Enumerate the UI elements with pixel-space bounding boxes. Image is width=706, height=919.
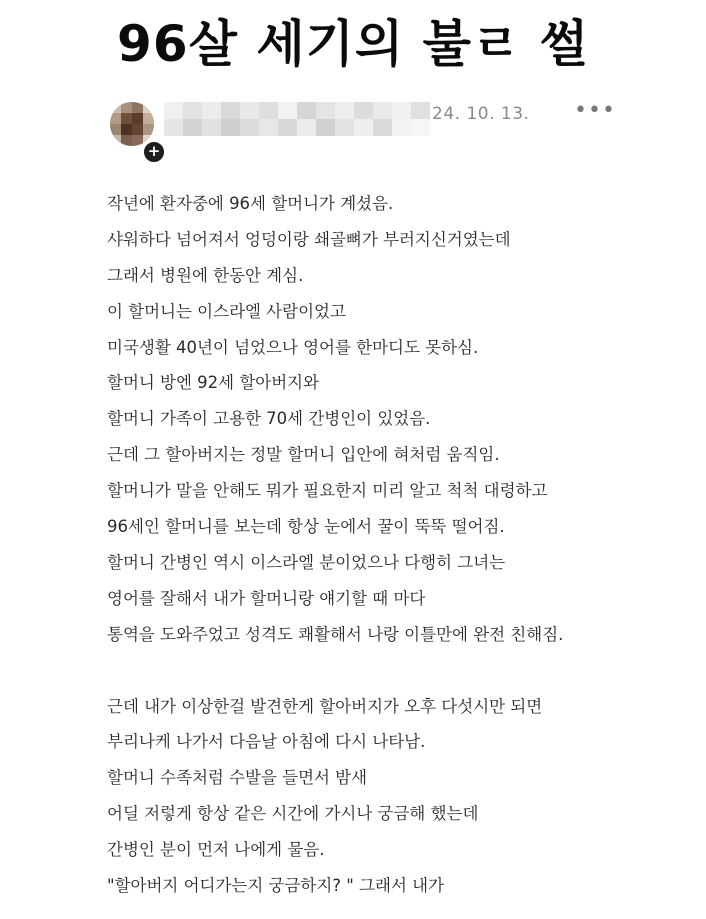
post-text-line: 근데 내가 이상한걸 발견한게 할아버지가 오후 다섯시만 되면 (107, 696, 543, 716)
avatar-pixel (132, 113, 143, 124)
post-text-line: 할머니 간병인 역시 이스라엘 분이었으나 다행히 그녀는 (107, 552, 506, 572)
post-text-line: 부리나케 나가서 다음날 아침에 다시 나타남. (107, 732, 426, 752)
post-text-line: 할머니 가족이 고용한 70세 간병인이 있었음. (107, 409, 431, 429)
post-text-line: 할머니 방엔 92세 할아버지와 (107, 373, 320, 393)
avatar-pixel (132, 124, 143, 135)
follow-plus-button[interactable]: + (142, 140, 166, 164)
author-avatar[interactable] (110, 102, 154, 146)
post-text-line: 그래서 병원에 한동안 계심. (107, 265, 304, 285)
paragraph-gap (107, 653, 697, 689)
avatar-pixel (121, 135, 132, 146)
post-text-line: 96세인 할머니를 보는데 항상 눈에서 꿀이 뚝뚝 떨어짐. (107, 517, 505, 537)
post-headline: 96살 세기의 불ㄹ 썰 (117, 15, 589, 73)
post-text-line: "할아버지 어디가는지 궁금하지? " 그래서 내가 (107, 876, 445, 896)
avatar-pixel (110, 135, 121, 146)
post-body (107, 186, 697, 904)
avatar-pixel (110, 124, 121, 135)
post-header (110, 90, 616, 160)
post-text-line: 영어를 잘해서 내가 할머니랑 얘기할 때 마다 (107, 588, 426, 608)
post-text-line: 샤워하다 넘어져서 엉덩이랑 쇄골뼈가 부러지신거였는데 (107, 229, 511, 249)
avatar-pixel (143, 113, 154, 124)
more-options-icon[interactable]: ••• (574, 98, 616, 123)
post-text-line: 할머니 수족처럼 수발을 들면서 밤새 (107, 768, 368, 788)
post-text-line: 미국생활 40년이 넘었으나 영어를 한마디도 못하심. (107, 337, 479, 357)
post-text-line: 이 할머니는 이스라엘 사람이었고 (107, 301, 346, 321)
post-text-line: 작년에 환자중에 96세 할머니가 계셨음. (107, 194, 394, 213)
avatar-pixel (143, 102, 154, 113)
post-text-line: 할머니가 말을 안해도 뭐가 필요한지 미리 알고 척척 대령하고 (107, 481, 548, 501)
post-text-line: 어딜 저렇게 항상 같은 시간에 가시나 궁금해 했는데 (107, 804, 479, 824)
post-text-line: 근데 그 할아버지는 정말 할머니 입안에 혀처럼 움직임. (107, 445, 500, 465)
paragraph (107, 689, 697, 904)
avatar-pixel (121, 102, 132, 113)
post-date: 24. 10. 13. (432, 104, 530, 124)
blurred-author-name (164, 102, 430, 136)
avatar-pixel (121, 113, 132, 124)
post-text-line: 통역을 도와주었고 성격도 쾌활해서 나랑 이틀만에 완전 친해짐. (107, 624, 564, 644)
avatar-pixel (132, 102, 143, 113)
avatar-pixel (132, 135, 143, 146)
post-text-line: 간병인 분이 먼저 나에게 물음. (107, 840, 325, 860)
paragraph (107, 186, 697, 653)
avatar-pixel (121, 124, 132, 135)
avatar-pixel (110, 102, 121, 113)
avatar-pixel (110, 113, 121, 124)
avatar-pixel (143, 124, 154, 135)
